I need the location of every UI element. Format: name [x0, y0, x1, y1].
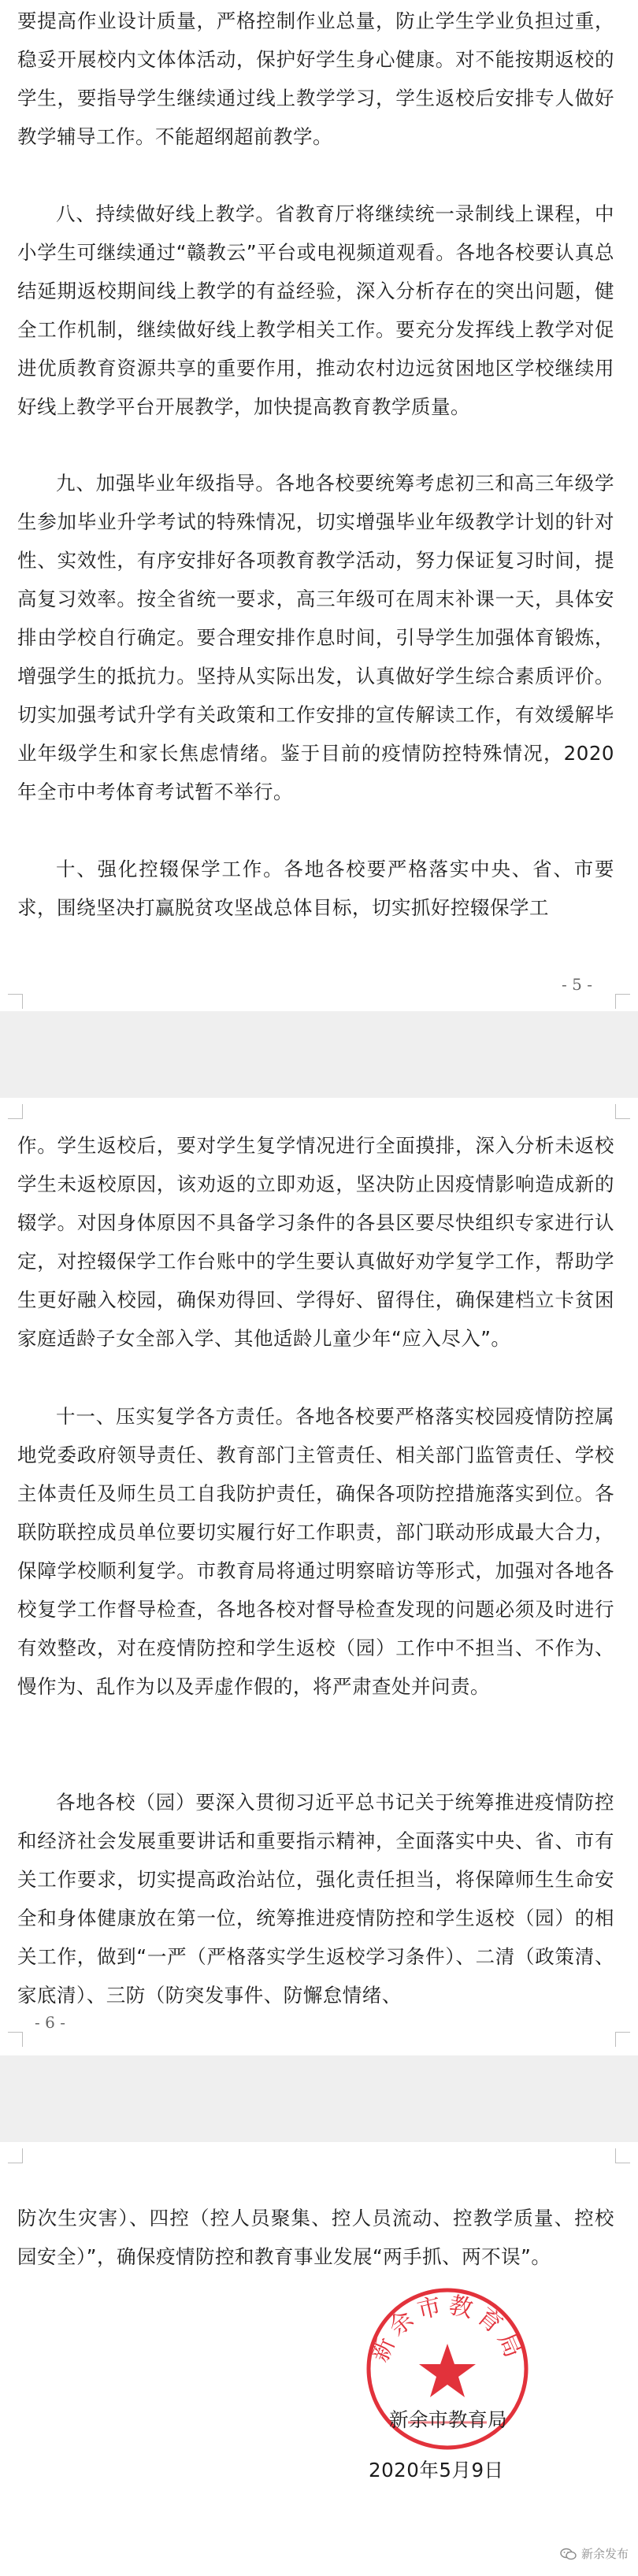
document-page-7: [0, 2142, 638, 2576]
paragraph: 防次生灾害）、四控（控人员聚集、控人员流动、控教学质量、控校园安全）”，确保疫情防控和教育事业发展“两手抓、两不误”。: [17, 2207, 614, 2268]
corner-mark: [615, 2148, 630, 2163]
signature-org: 新余市教育局: [389, 2408, 507, 2431]
document-page-6: [0, 1098, 638, 2199]
corner-mark: [615, 994, 630, 1009]
paragraph: 九、加强毕业年级指导。各地各校要统筹考虑初三和高三年级学生参加毕业升学考试的特殊情况，切实增强毕业年级教学计划的针对性、实效性，有序安排好各项教育教学活动，努力保证复习时间，提高复习效率。按全省统一要求，高三年级可在周末补课一天，具体安排由学校自行确定。要合理安排作息时间，引导学生加强体育锻炼，增强学生的抵抗力。坚持从实际出发，认真做好学生综合素质评价。切实加强考试升学有关政策和工作安排的宣传解读工作，有效缓解毕业年级学生和家长焦虑情绪。鉴于目前的疫情防控特殊情况，2020年全市中考体育考试暂不举行。: [17, 472, 614, 803]
document-page-5: [0, 0, 638, 1011]
paragraph: 十一、压实复学各方责任。各地各校要严格落实校园疫情防控属地党委政府领导责任、教育部门主管责任、相关部门监管责任、学校主体责任及师生员工自我防护责任，确保各项防控措施落实到位。各联防联控成员单位要切实履行好工作职责，部门联动形成最大合力，保障学校顺利复学。市教育局将通过明察暗访等形式，加强对各地各校复学工作督导检查，各地各校对督导检查发现的问题必须及时进行有效整改，对在疫情防控和学生返校（园）工作中不担当、不作为、慢作为、乱作为以及弄虚作假的，将严肃查处并问责。: [17, 1405, 614, 1698]
paragraph: 作。学生返校后，要对学生复学情况进行全面摸排，深入分析未返校学生未返校原因，该劝返的立即劝返，坚决防止因疫情影响造成新的辍学。对因身体原因不具备学习条件的各县区要尽快组织专家进行认定，对控辍保学工作台账中的学生要认真做好劝学复学工作，帮助学生更好融入校园，确保劝得回、学得好、留得住，确保建档立卡贫困家庭适龄子女全部入学、其他适龄儿童少年“应入尽入”。: [17, 1134, 614, 1350]
corner-mark: [8, 2148, 23, 2163]
signature-date: 2020年5月9日: [369, 2459, 504, 2481]
paragraph: 八、持续做好线上教学。省教育厅将继续统一录制线上课程，中小学生可继续通过“赣教云”平台或电视频道观看。各地各校要认真总结延期返校期间线上教学的有益经验，深入分析存在的突出问题，健全工作机制，继续做好线上教学相关工作。要充分发挥线上教学对促进优质教育资源共享的重要作用，推动农村边远贫困地区学校继续用好线上教学平台开展教学，加快提高教育教学质量。: [17, 202, 614, 418]
corner-mark: [8, 2032, 23, 2047]
star-icon: [419, 2344, 476, 2397]
paragraph: 要提高作业设计质量，严格控制作业总量，防止学生学业负担过重，稳妥开展校内文体体活动，保护好学生身心健康。对不能按期返校的学生，要指导学生继续通过线上教学学习，学生返校后安排专人做好教学辅导工作。不能超纲超前教学。: [17, 9, 614, 148]
page-number: - 5 -: [562, 975, 592, 994]
page-number: - 6 -: [35, 2013, 65, 2032]
wechat-icon: [560, 2548, 577, 2560]
page-gap: [0, 2055, 638, 2142]
corner-mark: [8, 1104, 23, 1119]
watermark-text: 新余发布: [581, 2547, 629, 2561]
corner-mark: [615, 1104, 630, 1119]
page-gap: [0, 1011, 638, 1098]
watermark: [560, 2545, 629, 2562]
corner-mark: [615, 2032, 630, 2047]
corner-mark: [8, 994, 23, 1009]
seal-text: 新余市教育局: [365, 2291, 529, 2367]
paragraph: 十、强化控辍保学工作。各地各校要严格落实中央、省、市要求，围绕坚决打赢脱贫攻坚战总体目标，切实抓好控辍保学工: [17, 858, 614, 919]
paragraph: 各地各校（园）要深入贯彻习近平总书记关于统筹推进疫情防控和经济社会发展重要讲话和重要指示精神，全面落实中央、省、市有关工作要求，切实提高政治站位，强化责任担当，将保障师生生命安全和身体健康放在第一位，统筹推进疫情防控和学生返校（园）的相关工作，做到“一严（严格落实学生返校学习条件）、二清（政策清、家底清）、三防（防突发事件、防懈怠情绪、: [17, 1791, 614, 2007]
